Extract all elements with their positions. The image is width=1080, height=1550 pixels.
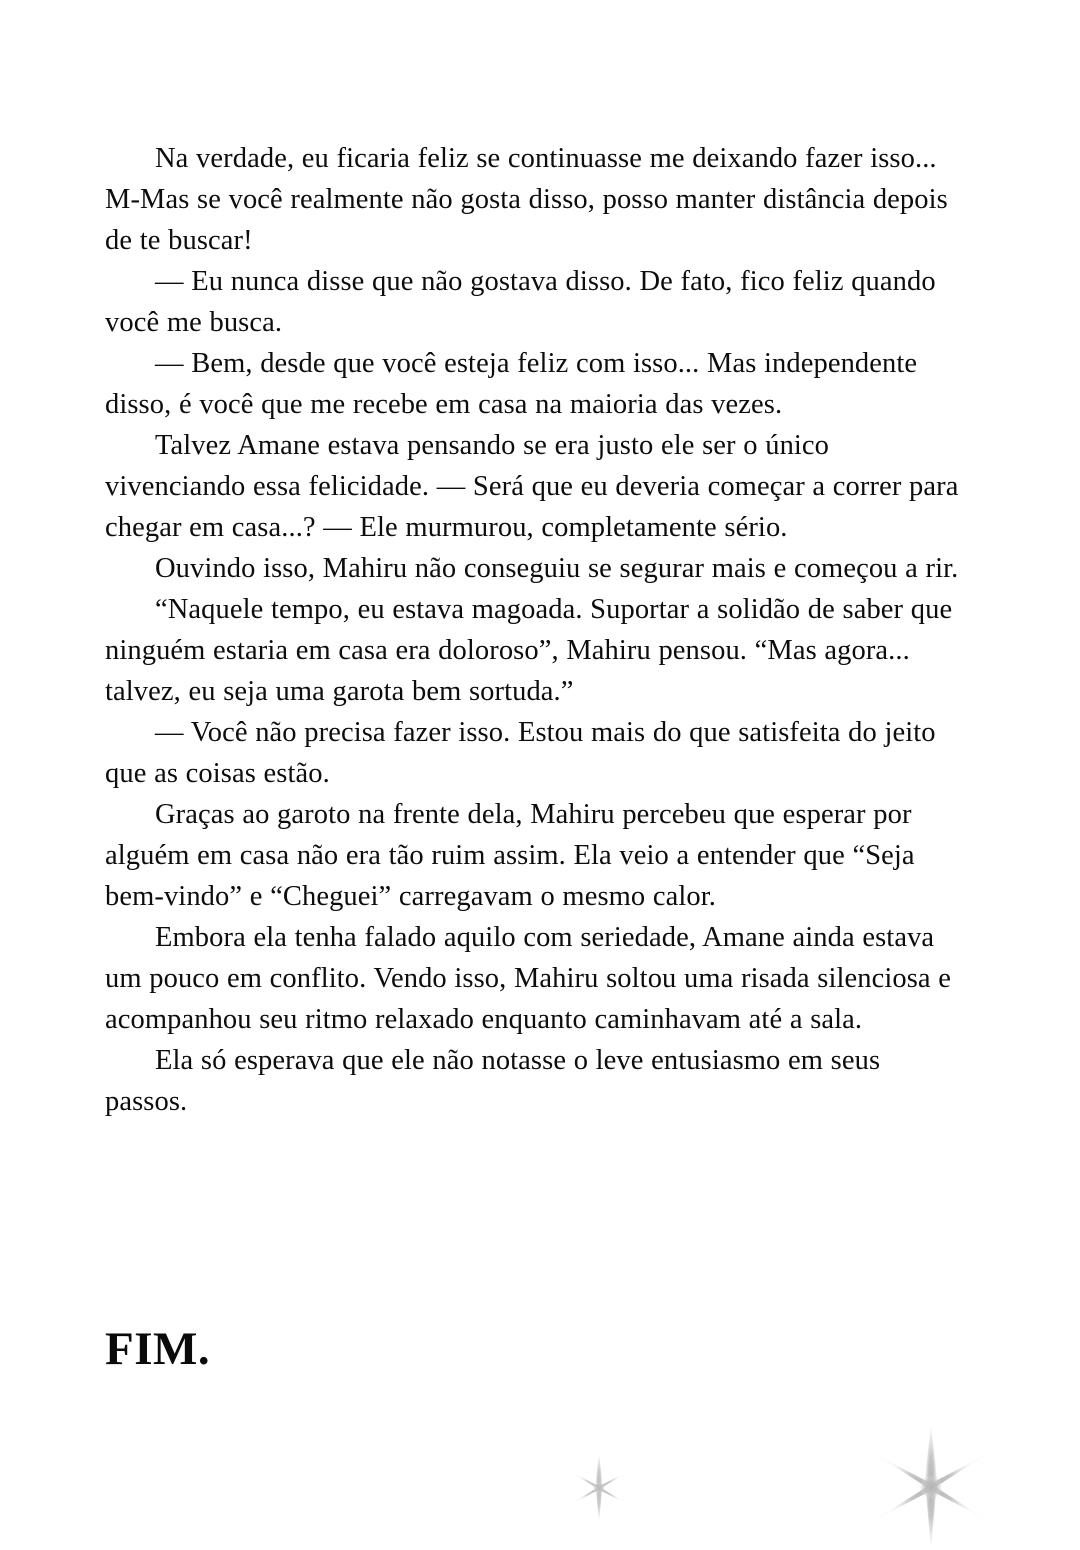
paragraph: Graças ao garoto na frente dela, Mahiru percebeu que esperar por alguém em casa não era tão ruim assim. Ela veio a entender que “Seja bem-vindo” e “Cheguei” carregavam o mesmo calor. [105,799,915,912]
sparkle-icon [868,1424,994,1550]
paragraph: — Bem, desde que você esteja feliz com isso... Mas independente disso, é você que me recebe em casa na maioria das vezes. [105,348,918,420]
paragraph: “Naquele tempo, eu estava magoada. Suportar a solidão de saber que ninguém estaria em casa era doloroso”, Mahiru pensou. “Mas agora... talvez, eu seja uma garota bem sortuda.” [105,594,953,707]
paragraph: Embora ela tenha falado aquilo com seriedade, Amane ainda estava um pouco em conflito. Vendo isso, Mahiru soltou uma risada silenciosa e acompanhou seu ritmo relaxado enquanto caminhavam até a sala. [105,922,952,1035]
paragraph: Talvez Amane estava pensando se era justo ele ser o único vivenciando essa felicidade. — Será que eu deveria começar a correr para chegar em casa...? — Ele murmurou, completamente sério. [105,430,959,543]
sparkle-icon [563,1452,635,1524]
body-text-column [105,138,967,1122]
paragraph: — Você não precisa fazer isso. Estou mais do que satisfeita do jeito que as coisas estão. [105,717,936,789]
paragraph: Ela só esperava que ele não notasse o leve entusiasmo em seus passos. [105,1045,881,1117]
paragraph: Ouvindo isso, Mahiru não conseguiu se segurar mais e começou a rir. [155,553,959,584]
paragraph: Na verdade, eu ficaria feliz se continuasse me deixando fazer isso... M-Mas se você realmente não gosta disso, posso manter distância depois de te buscar! [105,143,948,256]
end-of-story-mark: FIM. [105,1323,211,1375]
paragraph: — Eu nunca disse que não gostava disso. De fato, fico feliz quando você me busca. [105,266,936,338]
